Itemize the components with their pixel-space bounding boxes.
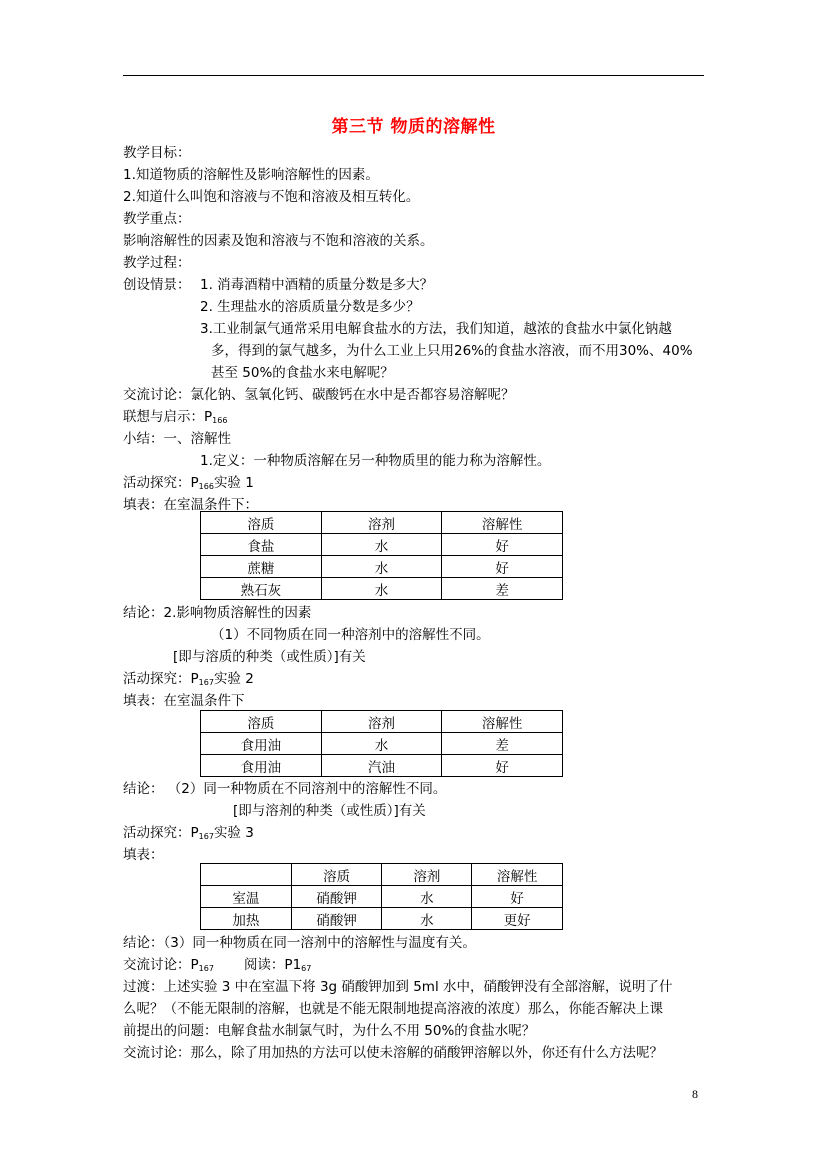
scenario-question-3-line-2: 多，得到的氯气越多，为什么工业上只用26%的食盐水溶液，而不用30%、40% xyxy=(211,343,693,359)
table-cell: 水 xyxy=(382,908,472,930)
table-cell: 加热 xyxy=(201,908,292,930)
table-cell: 差 xyxy=(442,578,563,600)
table-header-row xyxy=(201,512,563,534)
goals-heading: 教学目标： xyxy=(123,145,191,161)
activity-3-fill-label: 填表： xyxy=(123,847,164,863)
table-cell: 好 xyxy=(442,556,563,578)
conclusion-1-line-3: [即与溶质的种类（或性质）]有关 xyxy=(173,649,366,665)
table-cell: 水 xyxy=(382,886,472,908)
page-number: 8 xyxy=(692,1087,698,1101)
goal-item-1: 1.知道物质的溶解性及影响溶解性的因素。 xyxy=(123,167,379,183)
scenario-question-2: 2. 生理盐水的溶质质量分数是多少？ xyxy=(200,299,420,315)
table-cell: 硝酸钾 xyxy=(291,908,382,930)
table-cell: 食用油 xyxy=(201,755,322,777)
focus-heading: 教学重点： xyxy=(123,211,191,227)
focus-text: 影响溶解性的因素及饱和溶液与不饱和溶液的关系。 xyxy=(123,233,434,249)
page-title: 第三节 物质的溶解性 xyxy=(331,117,496,137)
header-cell: 溶剂 xyxy=(321,711,442,733)
header-cell: 溶剂 xyxy=(321,512,442,534)
discussion-3: 交流讨论：那么，除了用加热的方法可以使未溶解的硝酸钾溶解以外，你还有什么方法呢？ xyxy=(123,1045,663,1061)
table-cell: 好 xyxy=(472,886,563,908)
table-header-row xyxy=(201,711,563,733)
table-cell: 熟石灰 xyxy=(201,578,322,600)
header-cell: 溶解性 xyxy=(472,864,563,886)
table-cell: 食用油 xyxy=(201,733,322,755)
conclusion-2-line-2: [即与溶剂的种类（或性质）]有关 xyxy=(233,803,426,819)
conclusion-3: 结论：（3）同一种物质在同一溶剂中的溶解性与温度有关。 xyxy=(123,935,476,951)
table-activity-2 xyxy=(200,710,563,777)
table-header-row xyxy=(201,864,563,886)
table-row xyxy=(201,886,563,908)
activity-1-fill-label: 填表：在室温条件下： xyxy=(123,497,258,513)
table-cell: 室温 xyxy=(201,886,292,908)
header-cell: 溶剂 xyxy=(382,864,472,886)
scenario-label: 创设情景： xyxy=(123,277,191,293)
activity-2-heading: 活动探究：$P_{167}$实验 2 xyxy=(123,671,254,687)
transition-line-1: 过渡：上述实验 3 中在室温下将 3g 硝酸钾加到 5ml 水中，硝酸钾没有全部溶解，说明了什 xyxy=(123,979,673,995)
activity-3-heading: 活动探究：$P_{167}$实验 3 xyxy=(123,825,254,841)
scenario-question-3-line-3: 甚至 50%的食盐水来电解呢？ xyxy=(211,365,394,381)
conclusion-2-line-1: 结论： （2）同一种物质在不同溶剂中的溶解性不同。 xyxy=(123,781,447,797)
summary-line: 小结：一、溶解性 xyxy=(123,431,231,447)
table-cell: 汽油 xyxy=(321,755,442,777)
header-cell: 溶解性 xyxy=(442,711,563,733)
table-cell: 硝酸钾 xyxy=(291,886,382,908)
header-cell: 溶质 xyxy=(201,711,322,733)
header-rule xyxy=(123,75,704,76)
table-row xyxy=(201,556,563,578)
discussion-2: 交流讨论：$P_{167}$ 阅读：$P1_{67}$ xyxy=(123,957,312,973)
conclusion-1-line-2: （1）不同物质在同一种溶剂中的溶解性不同。 xyxy=(211,627,490,643)
table-cell: 差 xyxy=(442,733,563,755)
scenario-question-1: 1. 消毒酒精中酒精的质量分数是多大？ xyxy=(200,277,434,293)
table-activity-1 xyxy=(200,511,563,600)
process-heading: 教学过程： xyxy=(123,255,191,271)
header-cell xyxy=(201,864,292,886)
table-row xyxy=(201,733,563,755)
association: 联想与启示：$P_{166}$ xyxy=(123,409,228,425)
table-row xyxy=(201,578,563,600)
table-row xyxy=(201,908,563,930)
table-cell: 食盐 xyxy=(201,534,322,556)
table-cell: 好 xyxy=(442,534,563,556)
table-row xyxy=(201,534,563,556)
table-cell: 水 xyxy=(321,556,442,578)
transition-line-2: 么呢？（不能无限制的溶解，也就是不能无限制地提高溶液的浓度）那么，你能否解决上课 xyxy=(123,1001,663,1017)
scenario-question-3-line-1: 3.工业制氯气通常采用电解食盐水的方法，我们知道，越浓的食盐水中氯化钠越 xyxy=(200,321,672,337)
solubility-definition: 1.定义：一种物质溶解在另一种物质里的能力称为溶解性。 xyxy=(200,453,551,469)
header-cell: 溶质 xyxy=(201,512,322,534)
header-cell: 溶质 xyxy=(291,864,382,886)
table-cell: 水 xyxy=(321,534,442,556)
table-cell: 更好 xyxy=(472,908,563,930)
transition-line-3: 前提出的问题：电解食盐水制氯气时，为什么不用 50%的食盐水呢？ xyxy=(123,1023,536,1039)
activity-1-heading: 活动探究：$P_{166}$实验 1 xyxy=(123,475,254,491)
table-cell: 好 xyxy=(442,755,563,777)
conclusion-1-line-1: 结论：2.影响物质溶解性的因素 xyxy=(123,605,312,621)
discussion-1: 交流讨论：氯化钠、氢氧化钙、碳酸钙在水中是否都容易溶解呢？ xyxy=(123,387,515,403)
goal-item-2: 2.知道什么叫饱和溶液与不饱和溶液及相互转化。 xyxy=(123,189,420,205)
activity-2-fill-label: 填表：在室温条件下 xyxy=(123,693,245,709)
table-cell: 水 xyxy=(321,733,442,755)
table-activity-3 xyxy=(200,863,563,930)
header-cell: 溶解性 xyxy=(442,512,563,534)
table-cell: 水 xyxy=(321,578,442,600)
table-cell: 蔗糖 xyxy=(201,556,322,578)
table-row xyxy=(201,755,563,777)
